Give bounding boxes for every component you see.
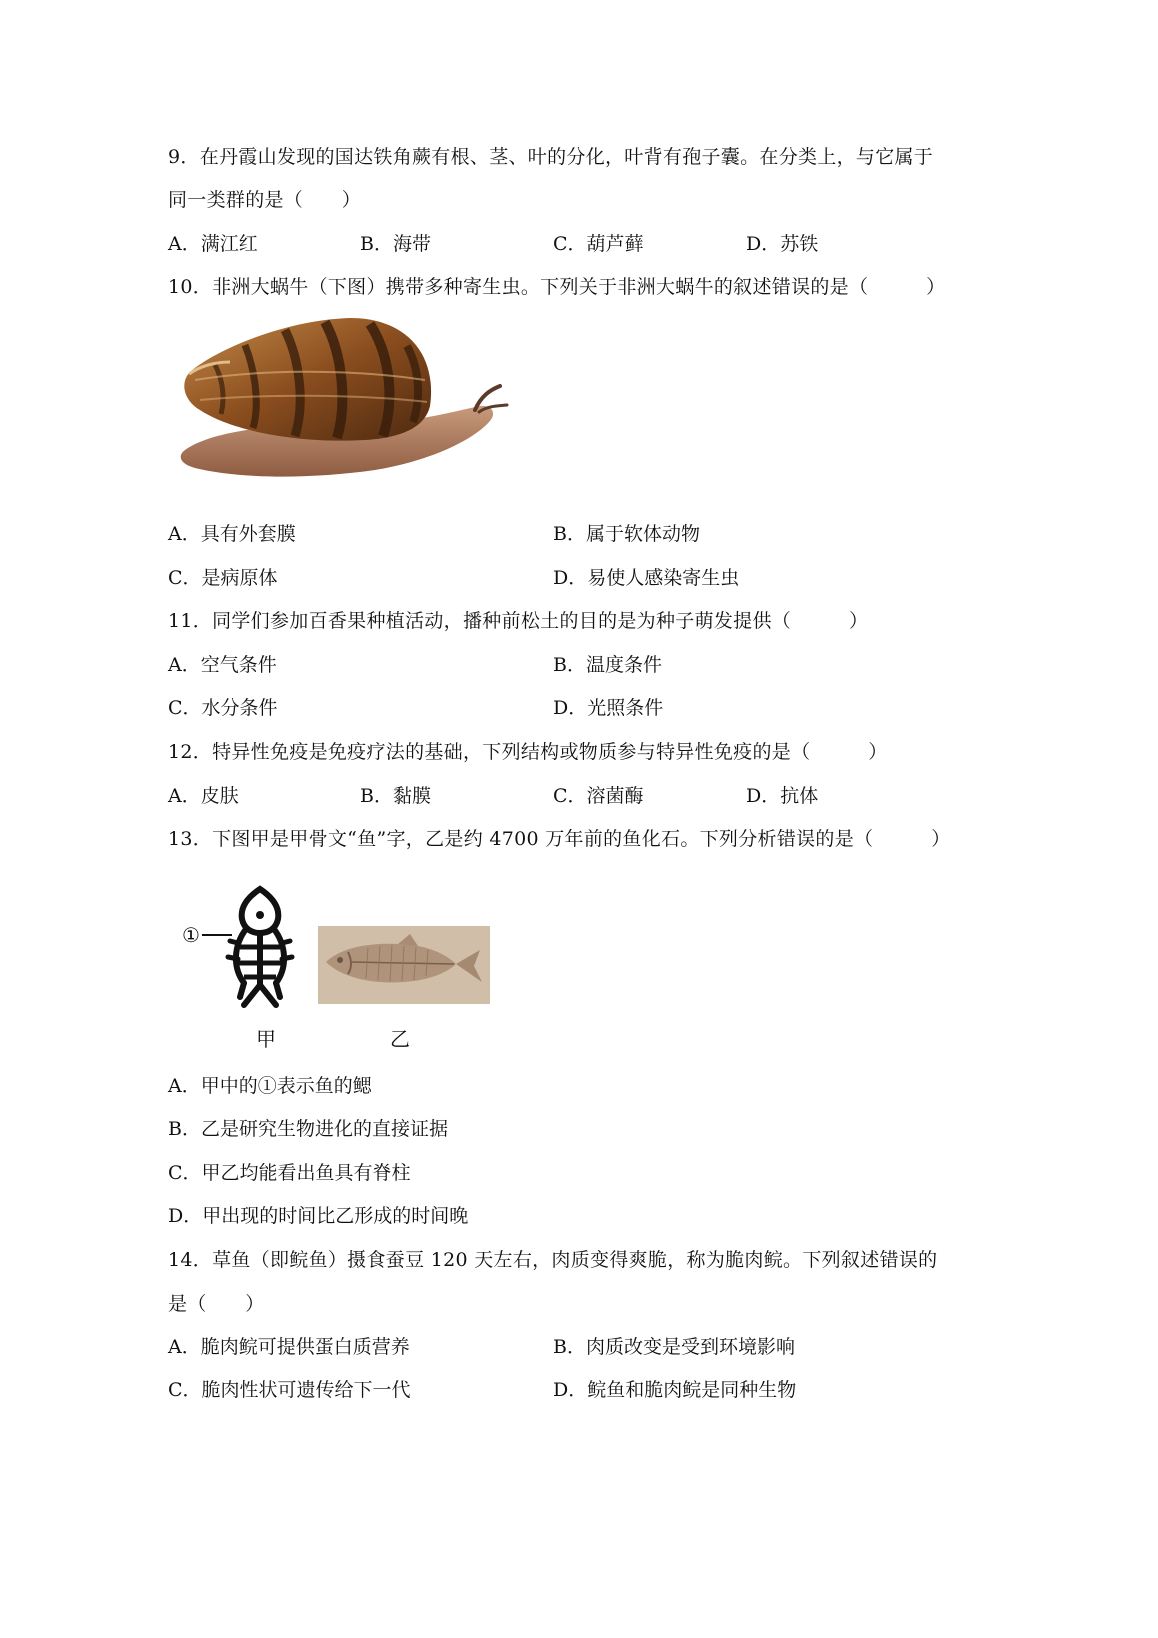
- q13-option-c: C．甲乙均能看出鱼具有脊柱: [168, 1162, 411, 1184]
- q13-option-b: B．乙是研究生物进化的直接证据: [168, 1118, 448, 1140]
- q9-option-a: A．满江红: [168, 233, 258, 255]
- q14-option-c: C．脆肉性状可遗传给下一代: [168, 1379, 411, 1401]
- q13-option-d: D．甲出现的时间比乙形成的时间晚: [168, 1205, 469, 1227]
- q14-option-a: A．脆肉鲩可提供蛋白质营养: [168, 1336, 410, 1358]
- q11-option-c: C．水分条件: [168, 697, 278, 719]
- q10-option-a: A．具有外套膜: [168, 523, 296, 545]
- q9-option-b: B．海带: [360, 233, 431, 255]
- q14-stem-line1: 14．草鱼（即鲩鱼）摄食蚕豆 120 天左右，肉质变得爽脆，称为脆肉鲩。下列叙述错误的: [168, 1249, 938, 1271]
- q12-option-a: A．皮肤: [168, 785, 239, 807]
- q11-stem: 11．同学们参加百香果种植活动，播种前松土的目的是为种子萌发提供（ ）: [168, 610, 869, 632]
- q11-option-a: A．空气条件: [168, 654, 277, 676]
- figure-label-jia: 甲: [256, 1027, 276, 1051]
- q12-stem: 12．特异性免疫是免疫疗法的基础，下列结构或物质参与特异性免疫的是（ ）: [168, 741, 888, 763]
- q9-stem-line1: 9．在丹霞山发现的国达铁角蕨有根、茎、叶的分化，叶背有孢子囊。在分类上，与它属于: [168, 146, 934, 168]
- figure-label-yi: 乙: [390, 1027, 410, 1051]
- q9-option-c: C．葫芦藓: [553, 233, 644, 255]
- q10-option-d: D．易使人感染寄生虫: [553, 567, 740, 589]
- q13-option-a: A．甲中的①表示鱼的鳃: [168, 1075, 372, 1097]
- oracle-bone-fish-icon: [200, 885, 305, 1010]
- q12-option-b: B．黏膜: [360, 785, 431, 807]
- q13-stem: 13．下图甲是甲骨文“鱼”字，乙是约 4700 万年前的鱼化石。下列分析错误的是（ ）: [168, 828, 951, 850]
- q14-option-d: D．鲩鱼和脆肉鲩是同种生物: [553, 1379, 797, 1401]
- q10-option-c: C．是病原体: [168, 567, 278, 589]
- q14-option-b: B．肉质改变是受到环境影响: [553, 1336, 795, 1358]
- snail-photo: [175, 310, 510, 495]
- q10-stem: 10．非洲大蜗牛（下图）携带多种寄生虫。下列关于非洲大蜗牛的叙述错误的是（ ）: [168, 276, 946, 298]
- q9-stem-line2: 同一类群的是（ ）: [168, 189, 362, 211]
- q12-option-d: D．抗体: [746, 785, 819, 807]
- q14-stem-line2: 是（ ）: [168, 1293, 265, 1315]
- marker-circled-one: ①: [182, 923, 200, 947]
- q11-option-b: B．温度条件: [553, 654, 662, 676]
- q12-option-c: C．溶菌酶: [553, 785, 644, 807]
- q10-option-b: B．属于软体动物: [553, 523, 700, 545]
- fish-fossil-photo: [318, 926, 490, 1004]
- q11-option-d: D．光照条件: [553, 697, 664, 719]
- q9-option-d: D．苏铁: [746, 233, 819, 255]
